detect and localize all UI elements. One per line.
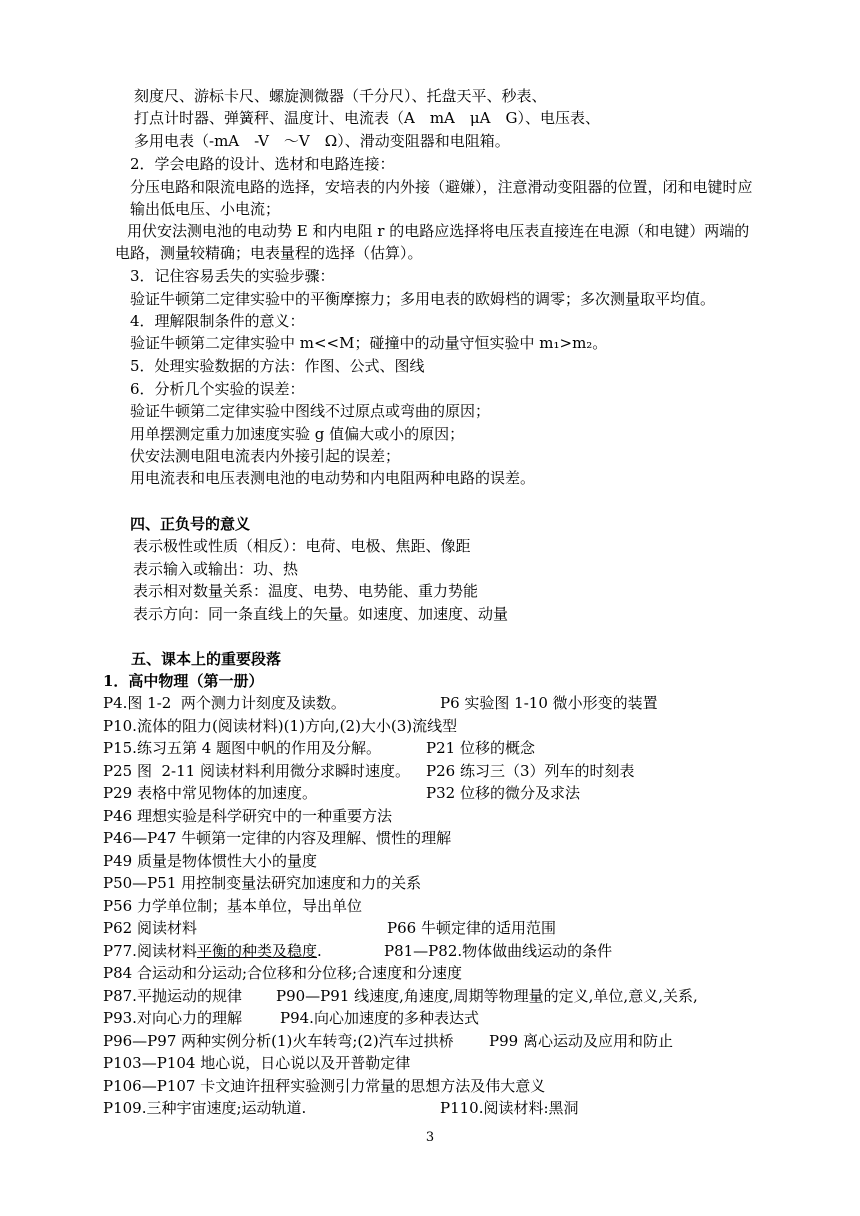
text-line: 用伏安法测电池的电动势 E 和内电阻 r 的电路应选择将电压表直接连在电源（和电键）两端的 bbox=[127, 222, 750, 240]
text-line: P21 位移的概念 bbox=[426, 739, 535, 757]
text-line: P109.三种宇宙速度;运动轨道. bbox=[103, 1099, 307, 1117]
page-number: 3 bbox=[425, 1130, 435, 1145]
text-line: P46 理想实验是科学研究中的一种重要方法 bbox=[103, 807, 392, 825]
text-line: P26 练习三（3）列车的时刻表 bbox=[426, 762, 635, 780]
text-line: 验证牛顿第二定律实验中的平衡摩擦力；多用电表的欧姆档的调零；多次测量取平均值。 bbox=[130, 290, 716, 308]
text-line: P96—P97 两种实例分析(1)火车转弯;(2)汽车过拱桥 bbox=[103, 1032, 454, 1050]
section-heading: 五、课本上的重要段落 bbox=[131, 650, 282, 668]
text-line: P15.练习五第 4 题图中帆的作用及分解。 bbox=[103, 739, 382, 757]
text-line: 验证牛顿第二定律实验中图线不过原点或弯曲的原因； bbox=[130, 402, 491, 420]
text-line: 6．分析几个实验的误差： bbox=[130, 380, 305, 398]
text-segment: P77.阅读材料 bbox=[103, 942, 197, 960]
text-line: P10.流体的阻力(阅读材料)(1)方向,(2)大小(3)流线型 bbox=[103, 717, 458, 735]
text-line: P81—P82.物体做曲线运动的条件 bbox=[384, 942, 613, 960]
text-line: P106—P107 卡文迪许扭秤实验测引力常量的思想方法及伟大意义 bbox=[103, 1077, 546, 1095]
text-line: P87.平抛运动的规律 bbox=[103, 987, 242, 1005]
text-line: P62 阅读材料 bbox=[103, 919, 197, 937]
text-line: P4.图 1-2 两个测力计刻度及读数。 bbox=[103, 694, 346, 712]
text-line: 伏安法测电阻电流表内外接引起的误差； bbox=[130, 447, 401, 465]
text-line: 打点计时器、弹簧秤、温度计、电流表（A mA μA G）、电压表、 bbox=[134, 109, 600, 127]
text-line: P56 力学单位制；基本单位，导出单位 bbox=[103, 897, 362, 915]
text-line: P110.阅读材料:黑洞 bbox=[440, 1099, 579, 1117]
text-line: 3．记住容易丢失的实验步骤： bbox=[130, 267, 335, 285]
text-line: P93.对向心力的理解 bbox=[103, 1009, 242, 1027]
text-line: 2．学会电路的设计、选材和电路连接： bbox=[130, 155, 395, 173]
text-line: 表示极性或性质（相反）：电荷、电极、焦距、像距 bbox=[133, 537, 471, 555]
text-line: 表示方向：同一条直线上的矢量。如速度、加速度、动量 bbox=[133, 605, 509, 623]
text-line: 5．处理实验数据的方法：作图、公式、图线 bbox=[130, 357, 425, 375]
text-line: P84 合运动和分运动;合位移和分位移;合速度和分速度 bbox=[103, 964, 463, 982]
text-line: 用单摆测定重力加速度实验 g 值偏大或小的原因； bbox=[130, 425, 465, 443]
text-line: P46—P47 牛顿第一定律的内容及理解、惯性的理解 bbox=[103, 829, 452, 847]
text-line: 电路，测量较精确；电表量程的选择（估算）。 bbox=[115, 244, 423, 262]
text-line: P103—P104 地心说，日心说以及开普勒定律 bbox=[103, 1054, 411, 1072]
underlined-text: 平衡的种类及稳度 bbox=[196, 942, 317, 960]
text-line: 刻度尺、游标卡尺、螺旋测微器（千分尺）、托盘天平、秒表、 bbox=[134, 87, 547, 105]
text-line: 多用电表（-mA -V ～V Ω）、滑动变阻器和电阻箱。 bbox=[134, 132, 510, 150]
text-line: 4．理解限制条件的意义： bbox=[130, 312, 305, 330]
text-line: P99 离心运动及应用和防止 bbox=[489, 1032, 673, 1050]
text-line: 用电流表和电压表测电池的电动势和内电阻两种电路的误差。 bbox=[130, 469, 536, 487]
text-line: 表示相对数量关系：温度、电势、电势能、重力势能 bbox=[133, 582, 479, 600]
text-line: 验证牛顿第二定律实验中 m<<M；碰撞中的动量守恒实验中 m₁>m₂。 bbox=[130, 334, 608, 352]
text-line: P29 表格中常见物体的加速度。 bbox=[103, 784, 317, 802]
text-line: 输出低电压、小电流； bbox=[130, 200, 281, 218]
text-line: 分压电路和限流电路的选择，安培表的内外接（避嫌），注意滑动变阻器的位置，闭和电键时应 bbox=[130, 178, 753, 196]
text-line: P49 质量是物体惯性大小的量度 bbox=[103, 852, 317, 870]
subsection-heading: 1．高中物理（第一册） bbox=[103, 672, 264, 690]
text-line bbox=[103, 941, 322, 961]
text-line: P66 牛顿定律的适用范围 bbox=[387, 919, 556, 937]
text-segment: . bbox=[316, 942, 322, 960]
text-line: P25 图 2-11 阅读材料利用微分求瞬时速度。 bbox=[103, 762, 410, 780]
text-line: P94.向心加速度的多种表达式 bbox=[280, 1009, 479, 1027]
text-line: P50—P51 用控制变量法研究加速度和力的关系 bbox=[103, 874, 422, 892]
section-heading: 四、正负号的意义 bbox=[130, 515, 251, 533]
text-line: P90—P91 线速度,角速度,周期等物理量的定义,单位,意义,关系, bbox=[276, 987, 698, 1005]
text-line: 表示输入或输出：功、热 bbox=[133, 560, 299, 578]
text-line: P32 位移的微分及求法 bbox=[426, 784, 580, 802]
text-line: P6 实验图 1-10 微小形变的装置 bbox=[440, 694, 658, 712]
